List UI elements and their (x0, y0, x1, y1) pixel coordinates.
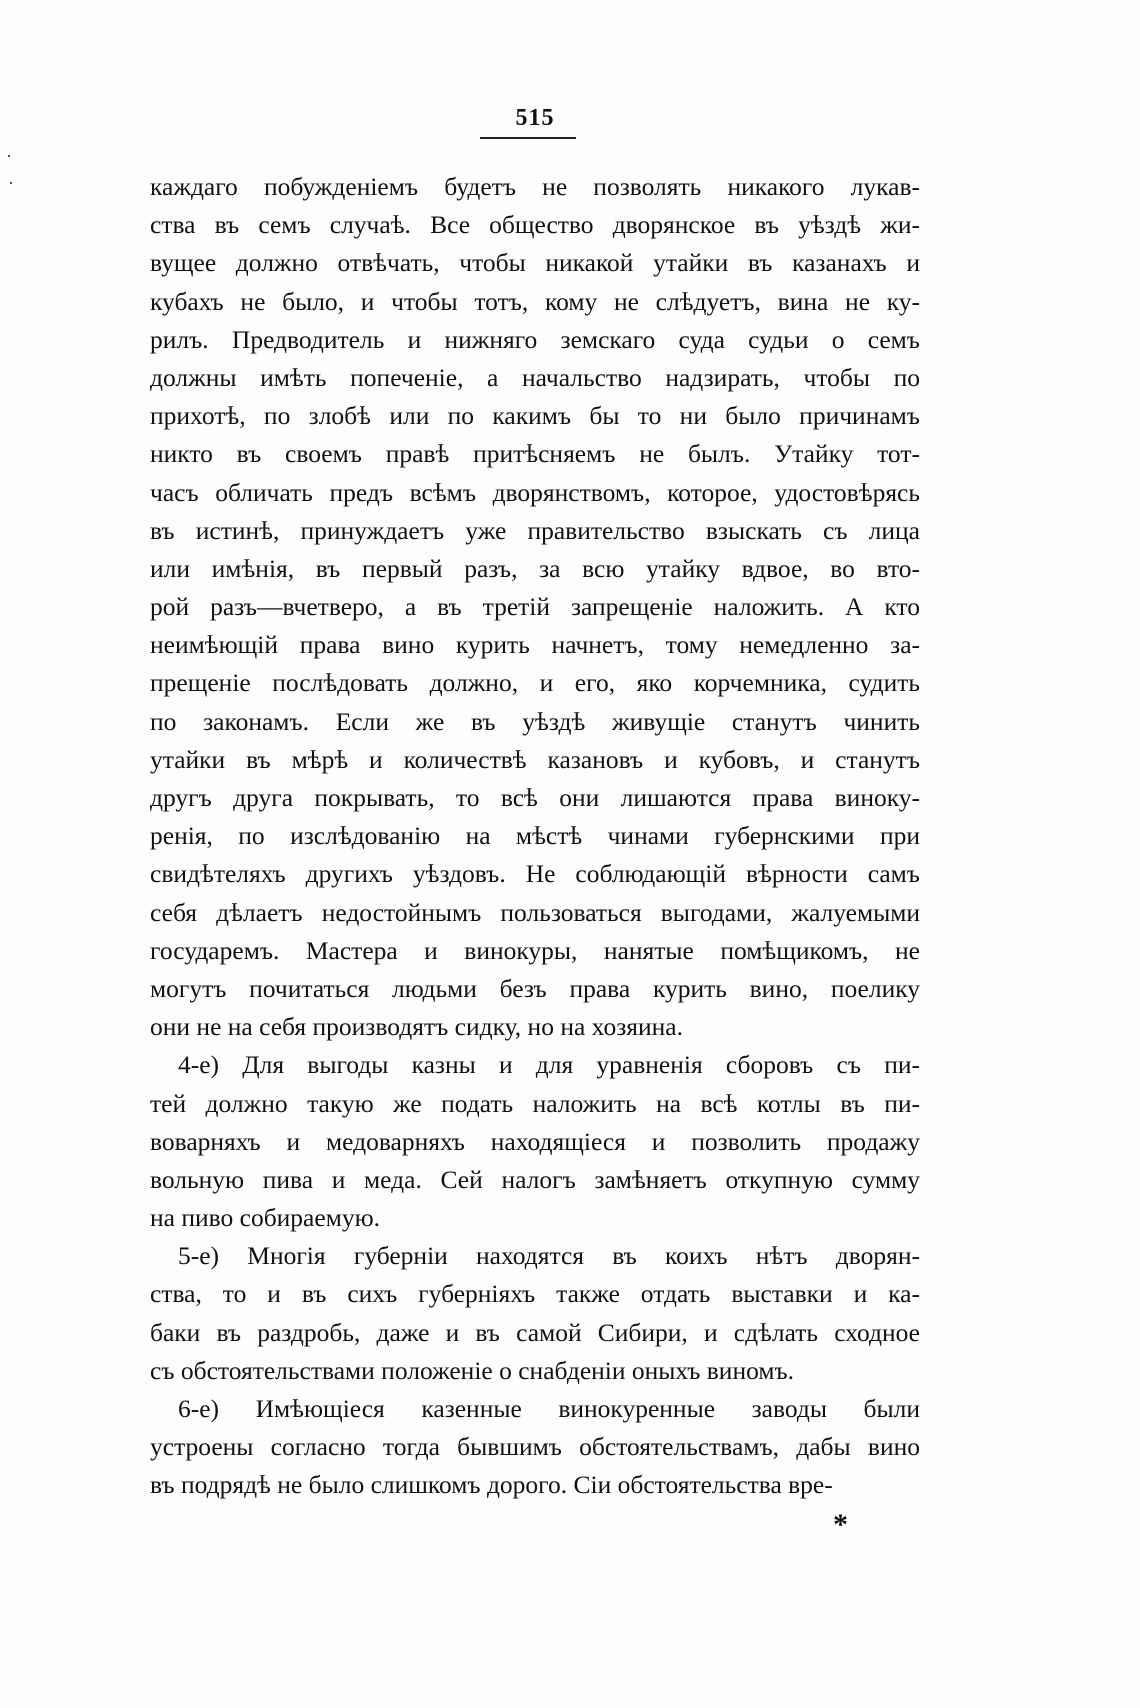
text-line: на пиво собираемую. (150, 1203, 381, 1233)
text-line: они не на себя производятъ сидку, но на хозяина. (150, 1012, 683, 1042)
footer-asterisk: * (833, 1508, 848, 1541)
text-line: ренія, по изслѣдованію на мѣстѣ чинами губернскими при (150, 821, 920, 851)
text-line: каждаго побужденіемъ будетъ не позволять никакого лукав- (150, 172, 920, 201)
text-line: свидѣтеляхъ другихъ уѣздовъ. Не соблюдающій вѣрности самъ (150, 859, 920, 889)
text-line: себя дѣлаетъ недостойнымъ пользоваться выгодами, жалуемыми (150, 897, 920, 927)
text-line: могутъ почитаться людьми безъ права курить вино, поелику (150, 973, 920, 1003)
text-line: никто въ своемъ правѣ притѣсняемъ не былъ. Утайку тот- (150, 439, 920, 469)
margin-speck (8, 155, 10, 157)
text-line: ства въ семъ случаѣ. Все общество дворянское въ уѣздѣ жи- (150, 210, 920, 240)
text-line: въ подрядѣ не было слишкомъ дорого. Сіи обстоятельства вре- (150, 1470, 833, 1500)
text-line: рой разъ—вчетверо, а въ третій запрещеніе наложить. А кто (150, 592, 920, 622)
text-line: ства, то и въ сихъ губерніяхъ также отдать выставки и ка- (150, 1279, 920, 1309)
text-line: тей должно такую же подать наложить на всѣ котлы въ пи- (150, 1088, 920, 1118)
text-line: 6-е) Имѣющіеся казенные винокуренные заводы были (178, 1394, 920, 1423)
text-line: устроены согласно тогда бывшимъ обстоятельствамъ, дабы вино (150, 1432, 920, 1462)
text-line: другъ друга покрывать, то всѣ они лишаются права винoку- (150, 783, 920, 812)
page-number-rule (480, 137, 576, 139)
text-line: баки въ раздробь, даже и въ самой Сибири, и сдѣлать сходное (150, 1317, 920, 1347)
text-line: государемъ. Мастера и винокуры, нанятые помѣщикомъ, не (150, 935, 920, 965)
text-line: вущее должно отвѣчать, чтобы никакой утайки въ казанахъ и (150, 248, 920, 278)
text-line: кубахъ не было, и чтобы тотъ, кому не слѣдуетъ, вина не ку- (150, 286, 920, 316)
text-line: часъ обличать предъ всѣмъ дворянствомъ, которое, удостовѣрясь (150, 477, 920, 507)
text-line: неимѣющій права вино курить начнетъ, тому немедленно за- (150, 630, 920, 660)
text-line: съ обстоятельствами положеніе о снабденіи оныхъ виномъ. (150, 1355, 795, 1385)
text-line: 4-е) Для выгоды казны и для уравненія сборовъ съ пи- (178, 1050, 920, 1080)
text-line: утайки въ мѣрѣ и количествѣ казановъ и кубовъ, и станутъ (150, 744, 920, 774)
text-line: 5-е) Многія губерніи находятся въ коихъ нѣтъ дворян- (178, 1241, 920, 1271)
text-line: въ истинѣ, принуждаетъ уже правительство взыскать съ лица (150, 515, 920, 545)
margin-speck (10, 182, 12, 184)
page-number: 515 (515, 105, 555, 131)
paragraph (150, 1237, 920, 1390)
text-line: или имѣнія, въ первый разъ, за всю утайку вдвое, во вто- (150, 553, 920, 583)
text-line: должны имѣть попеченіе, а начальство надзирать, чтобы по (150, 362, 920, 392)
text-line: воварняхъ и медоварняхъ находящіеся и позволить продажу (150, 1126, 920, 1156)
body-text (150, 168, 920, 1505)
text-line: прихотѣ, по злобѣ или по какимъ бы то ни было причинамъ (150, 401, 920, 431)
text-line: рилъ. Предводитель и нижняго земскаго суда судьи о семъ (150, 324, 920, 354)
text-line: по законамъ. Если же въ уѣздѣ живущіе станутъ чинить (150, 706, 920, 736)
text-line: вольную пива и меда. Сей налогъ замѣняетъ откупную сумму (150, 1164, 920, 1194)
text-line: прещеніе послѣдовать должно, и его, яко корчемника, судить (150, 668, 920, 698)
paragraph (150, 1390, 920, 1505)
paragraph (150, 1046, 920, 1237)
paragraph (150, 168, 920, 1046)
